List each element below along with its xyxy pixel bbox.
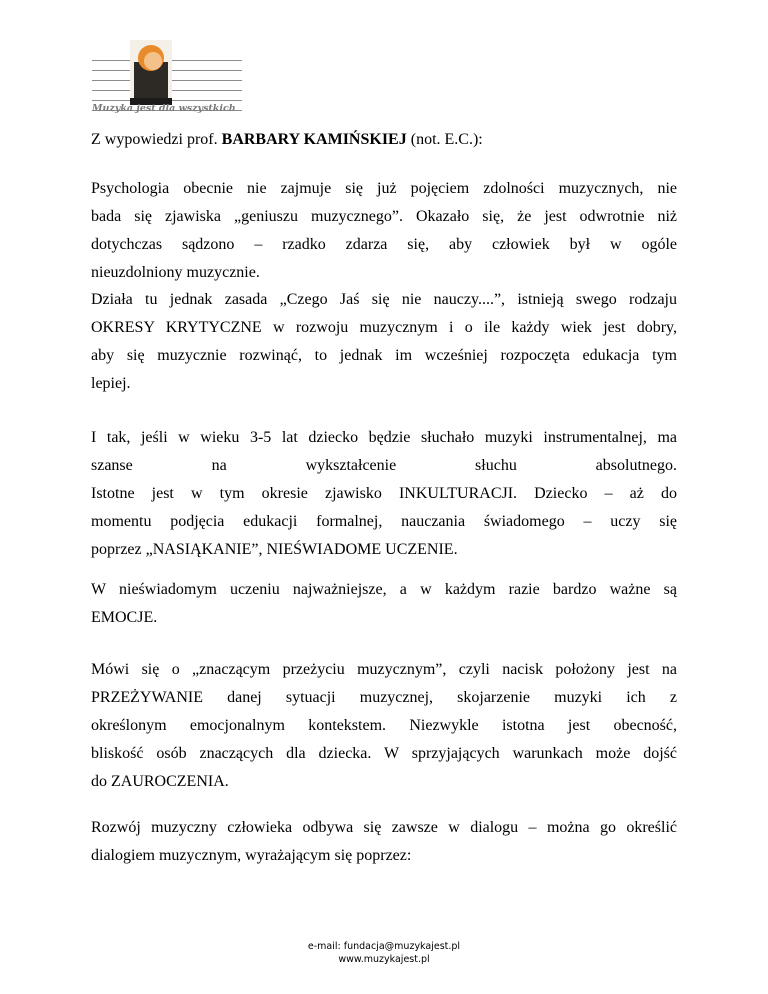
paragraph-line: bliskość osób znaczących dla dziecka. W sprzyjających warunkach może dojść (91, 745, 677, 762)
intro-name: BARBARY KAMIŃSKIEJ (221, 131, 407, 148)
paragraph-line: dotychczas sądzono – rzadko zdarza się, aby człowiek był w ogóle (91, 236, 677, 253)
paragraph-line: określonym emocjonalnym kontekstem. Niezwykle istotna jest obecność, (91, 717, 677, 734)
paragraph-6 (91, 814, 677, 870)
paragraph-line: OKRESY KRYTYCZNE w rozwoju muzycznym i o ile każdy wiek jest dobry, (91, 319, 677, 336)
logo-caption: Muzyka jest dla wszystkich (92, 103, 236, 114)
paragraph-line: PRZEŻYWANIE danej sytuacji muzycznej, skojarzenie muzyki ich z (91, 689, 677, 706)
paragraph-line: I tak, jeśli w wieku 3-5 lat dziecko będzie słuchało muzyki instrumentalnej, ma (91, 429, 677, 446)
paragraph-line: aby się muzycznie rozwinąć, to jednak im wcześniej rozpoczęta edukacja tym (91, 347, 677, 364)
paragraph-line: szanse na wykształcenie słuchu absolutnego. (91, 457, 677, 474)
paragraph-line: dialogiem muzycznym, wyrażającym się poprzez: (91, 847, 412, 864)
paragraph-line: nieuzdolniony muzycznie. (91, 264, 260, 281)
paragraph-line: W nieświadomym uczeniu najważniejsze, a w każdym razie bardzo ważne są (91, 581, 677, 598)
paragraph-2 (91, 286, 677, 398)
paragraph-1 (91, 175, 677, 287)
intro-line (91, 126, 677, 154)
paragraph-line: poprzez „NASIĄKANIE”, NIEŚWIADOME UCZENIE. (91, 541, 458, 558)
paragraph-line: Psychologia obecnie nie zajmuje się już pojęciem zdolności muzycznych, nie (91, 180, 677, 197)
paragraph-line: lepiej. (91, 375, 131, 392)
intro-prefix: Z wypowiedzi prof. (91, 131, 222, 148)
paragraph-line: momentu podjęcia edukacji formalnej, nauczania świadomego – uczy się (91, 513, 677, 530)
paragraph-4 (91, 576, 677, 632)
paragraph-line: bada się zjawiska „geniuszu muzycznego”. Okazało się, że jest odwrotnie niż (91, 208, 677, 225)
footer-email[interactable]: e-mail: fundacja@muzykajest.pl (307, 941, 461, 952)
footer (0, 940, 768, 966)
footer-website[interactable]: www.muzykajest.pl (338, 954, 430, 965)
paragraph-5 (91, 656, 677, 796)
paragraph-line: Działa tu jednak zasada „Czego Jaś się nie nauczy....”, istnieją swego rodzaju (91, 291, 677, 308)
intro-suffix: (not. E.C.): (406, 131, 483, 148)
paragraph-3 (91, 424, 677, 564)
paragraph-line: Istotne jest w tym okresie zjawisko INKULTURACJI. Dziecko – aż do (91, 485, 677, 502)
child-photo-icon (130, 40, 172, 105)
paragraph-line: do ZAUROCZENIA. (91, 773, 229, 790)
paragraph-line: EMOCJE. (91, 609, 158, 626)
logo (92, 40, 242, 120)
paragraph-line: Rozwój muzyczny człowieka odbywa się zawsze w dialogu – można go określić (91, 819, 677, 836)
paragraph-line: Mówi się o „znaczącym przeżyciu muzycznym”, czyli nacisk położony jest na (91, 661, 677, 678)
